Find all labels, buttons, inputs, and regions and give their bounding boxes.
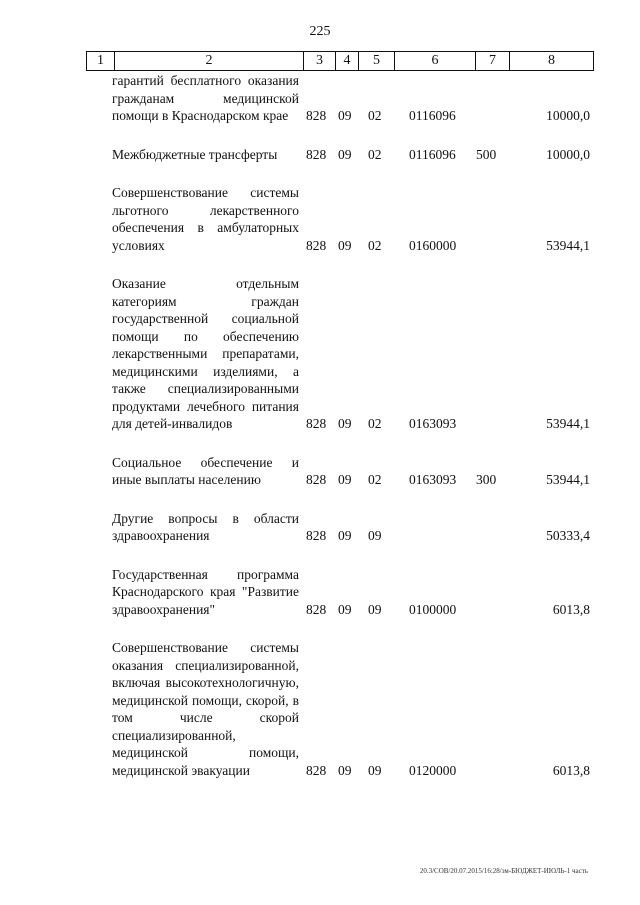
target-article-code: 0116096 — [409, 146, 456, 162]
column-header-8: 8 — [510, 52, 594, 71]
target-article-code: 0163093 — [409, 416, 457, 431]
expense-type-code: 500 — [476, 146, 497, 162]
amount: 6013,8 — [552, 601, 590, 617]
row-description: Оказание отдельным категориям граждан государственной социальной помощи по обеспечению лекарственными препаратами, медицинскими изделиями, а также специализированными продуктами лечебного питания для детей-инвалидов — [112, 276, 299, 431]
table-row — [0, 454, 640, 489]
table-row — [0, 566, 640, 619]
section-code: 09 — [338, 146, 352, 162]
budget-rows — [0, 72, 640, 800]
column-header-1: 1 — [87, 52, 115, 71]
section-code: 09 — [338, 601, 352, 617]
column-header-3: 3 — [304, 52, 336, 71]
target-article-code: 0120000 — [409, 762, 457, 778]
subsection-code: 02 — [368, 472, 382, 487]
table-row — [0, 184, 640, 254]
subsection-code: 02 — [368, 146, 382, 162]
target-article-code: 0116096 — [409, 108, 456, 123]
ministry-code: 828 — [306, 601, 327, 617]
ministry-code: 828 — [306, 146, 327, 162]
amount: 53944,1 — [546, 472, 590, 487]
ministry-code: 828 — [306, 472, 327, 487]
ministry-code: 828 — [306, 762, 327, 778]
column-header-2: 2 — [115, 52, 304, 71]
subsection-code: 02 — [368, 108, 382, 123]
section-code: 09 — [338, 108, 352, 123]
ministry-code: 828 — [306, 416, 327, 431]
amount: 50333,4 — [546, 528, 590, 543]
amount: 10000,0 — [546, 146, 590, 162]
table-row — [0, 639, 640, 779]
table-row — [0, 510, 640, 545]
amount: 53944,1 — [546, 237, 590, 253]
subsection-code: 02 — [368, 416, 382, 431]
document-footer-reference: 20.3/СОВ/20.07.2015/16:28/зм-БЮДЖЕТ-ИЮЛЬ-1 часть — [419, 867, 588, 875]
amount: 6013,8 — [552, 762, 590, 778]
row-description: Совершенствование системы льготного лекарственного обеспечения в амбулаторных условиях — [112, 185, 299, 253]
column-header-4: 4 — [336, 52, 359, 71]
section-code: 09 — [338, 472, 352, 487]
expense-type-code: 300 — [476, 472, 497, 487]
amount: 10000,0 — [546, 108, 590, 123]
subsection-code: 09 — [368, 762, 382, 778]
section-code: 09 — [338, 528, 352, 543]
row-description: Социальное обеспечение и иные выплаты населению — [112, 454, 299, 487]
row-description: Государственная программа Краснодарского края "Развитие здравоохранения" — [112, 566, 299, 617]
target-article-code: 0163093 — [409, 472, 457, 487]
target-article-code: 0160000 — [409, 237, 457, 253]
ministry-code: 828 — [306, 528, 327, 543]
table-row — [0, 72, 640, 125]
page-number: 225 — [309, 24, 331, 39]
row-description: Межбюджетные трансферты — [112, 146, 278, 162]
ministry-code: 828 — [306, 108, 327, 123]
row-description: гарантий бесплатного оказания гражданам медицинской помощи в Краснодарском крае — [112, 73, 299, 123]
column-header-6: 6 — [395, 52, 476, 71]
subsection-code: 09 — [368, 601, 382, 617]
column-header-table — [86, 51, 594, 71]
section-code: 09 — [338, 416, 352, 431]
section-code: 09 — [338, 762, 352, 778]
table-row — [0, 275, 640, 433]
table-row — [0, 146, 640, 164]
amount: 53944,1 — [546, 416, 590, 431]
section-code: 09 — [338, 237, 352, 253]
row-description: Другие вопросы в области здравоохранения — [112, 510, 299, 543]
column-header-7: 7 — [476, 52, 510, 71]
row-description: Совершенствование системы оказания специализированной, включая высокотехнологичную, медицинской помощи, скорой, в том числе скорой специализированной, медицинской помощи, медицинской эвакуации — [112, 640, 299, 778]
column-header-5: 5 — [359, 52, 395, 71]
subsection-code: 09 — [368, 528, 382, 543]
ministry-code: 828 — [306, 237, 327, 253]
subsection-code: 02 — [368, 237, 382, 253]
target-article-code: 0100000 — [409, 601, 457, 617]
